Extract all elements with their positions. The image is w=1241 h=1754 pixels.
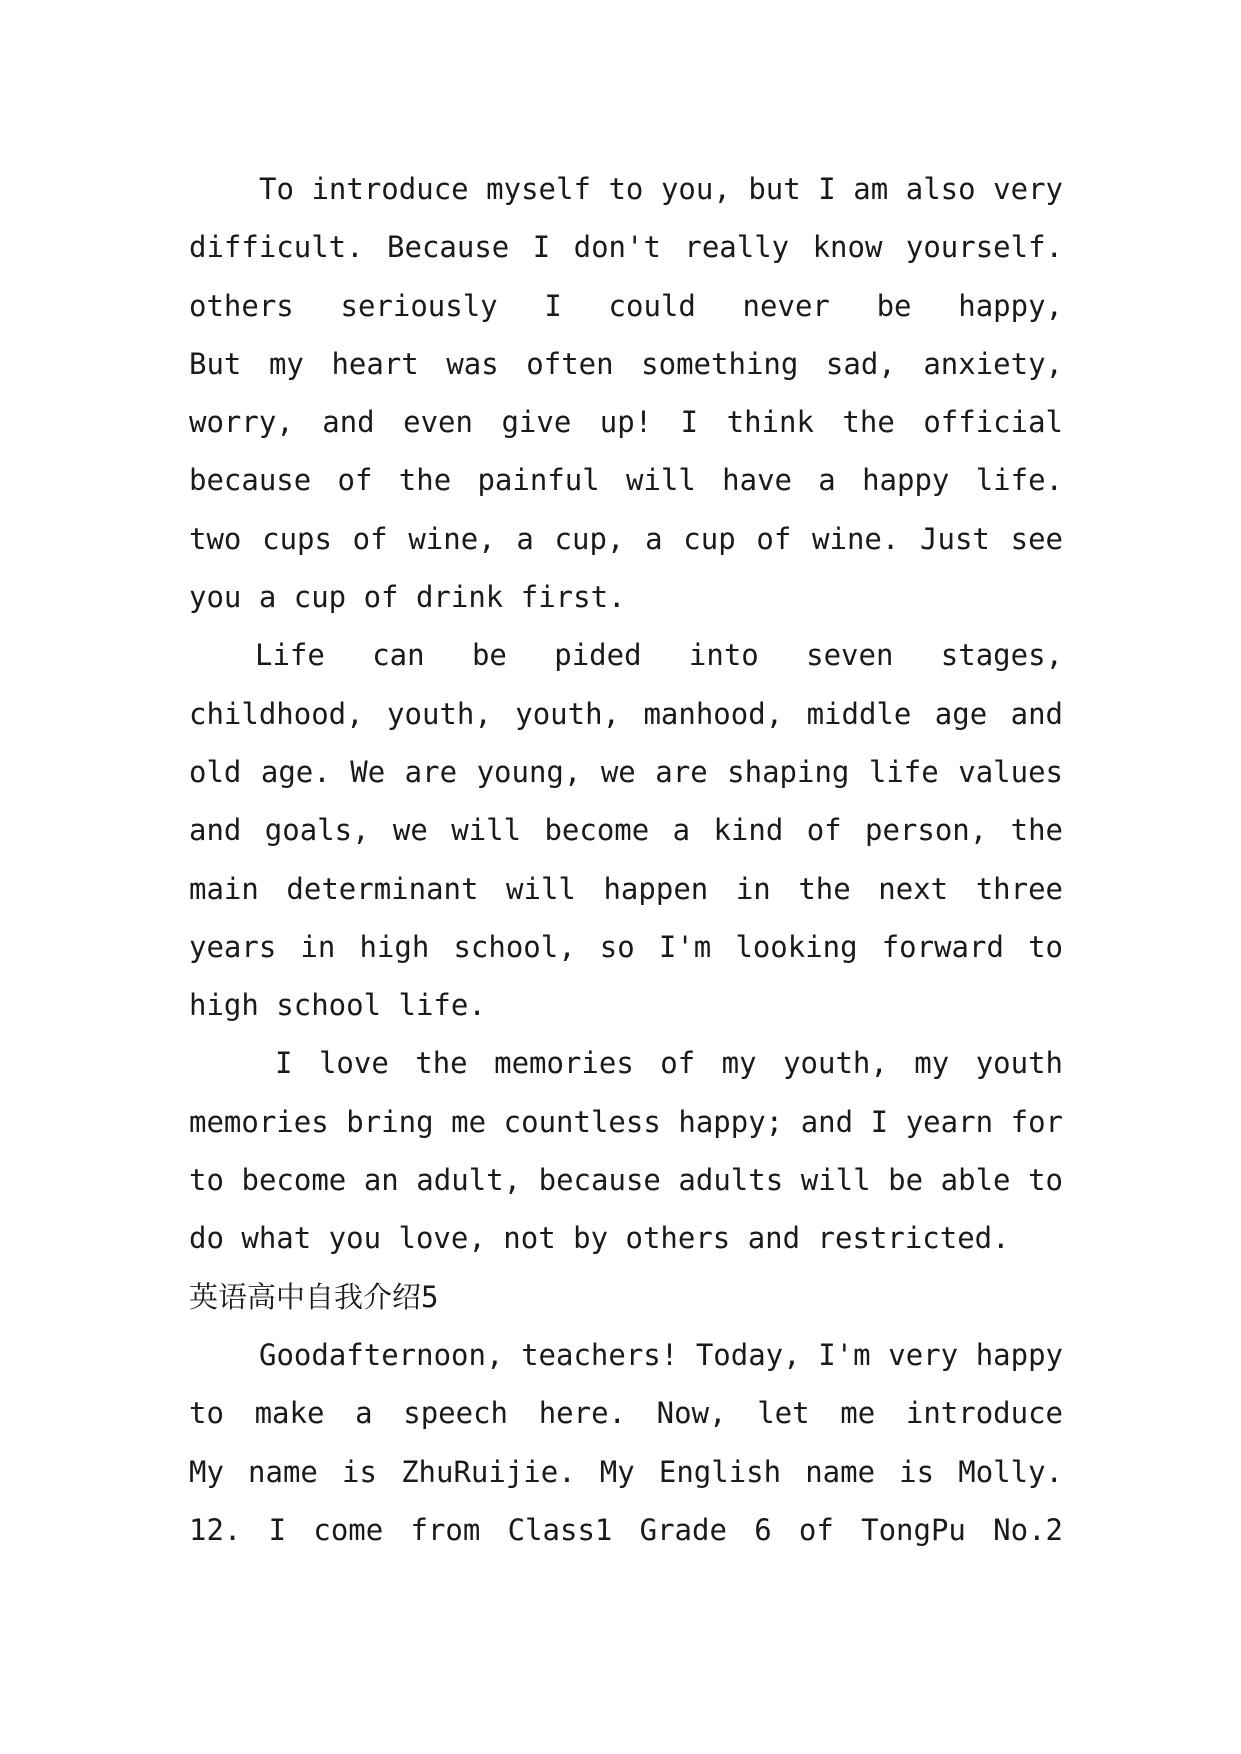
paragraph-4-line-2: to make a speech here. Now, let me introduce bbox=[189, 1396, 1063, 1431]
paragraph-1-line-2: difficult. Because I don't really know yourself. bbox=[189, 230, 1063, 265]
paragraph-3-line-4: do what you love, not by others and restricted. bbox=[189, 1221, 1010, 1256]
paragraph-2-line-6: years in high school, so I'm looking forward to bbox=[189, 929, 1063, 964]
paragraph-1-line-6: because of the painful will have a happy life. bbox=[189, 463, 1063, 498]
paragraph-3-line-1: I love the memories of my youth, my youth bbox=[275, 1046, 1063, 1081]
paragraph-2-line-5: main determinant will happen in the next three bbox=[189, 871, 1063, 906]
paragraph-4-line-3: My name is ZhuRuijie. My English name is Molly. bbox=[189, 1454, 1063, 1489]
paragraph-4-line-4: 12. I come from Class1 Grade 6 of TongPu No.2 bbox=[189, 1512, 1063, 1547]
paragraph-3-line-2: memories bring me countless happy; and I yearn for bbox=[189, 1104, 1063, 1139]
paragraph-2-line-3: old age. We are young, we are shaping life values bbox=[189, 754, 1063, 789]
paragraph-2-line-7: high school life. bbox=[189, 988, 486, 1023]
paragraph-1-line-1: To introduce myself to you, but I am also very bbox=[259, 172, 1063, 206]
paragraph-2-line-2: childhood, youth, youth, manhood, middle age and bbox=[189, 696, 1063, 731]
paragraph-1-line-7: two cups of wine, a cup, a cup of wine. Just see bbox=[189, 521, 1063, 556]
section-heading: 英语高中自我介绍5 bbox=[189, 1279, 439, 1314]
paragraph-4-line-1: Goodafternoon, teachers! Today, I'm very happy bbox=[259, 1337, 1063, 1372]
paragraph-2-line-4: and goals, we will become a kind of person, the bbox=[189, 813, 1063, 848]
paragraph-1-line-3: others seriously I could never be happy, bbox=[189, 288, 1063, 323]
paragraph-1-line-8: you a cup of drink first. bbox=[189, 580, 626, 615]
document-body bbox=[189, 160, 1063, 1559]
paragraph-3-line-3: to become an adult, because adults will be able to bbox=[189, 1163, 1063, 1198]
paragraph-1-line-5: worry, and even give up! I think the official bbox=[189, 405, 1063, 440]
paragraph-2-line-1: Life can be pided into seven stages, bbox=[255, 638, 1063, 673]
paragraph-1-line-4: But my heart was often something sad, anxiety, bbox=[189, 346, 1063, 381]
